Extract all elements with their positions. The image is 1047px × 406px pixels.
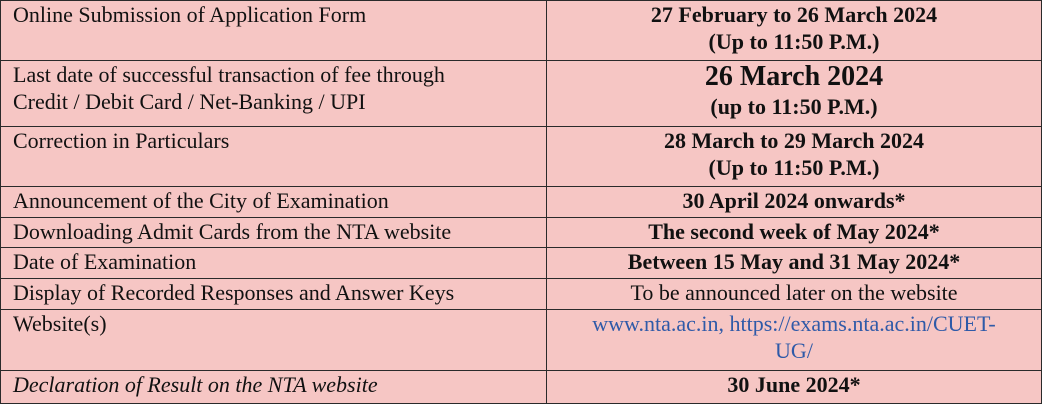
date-cell <box>547 248 1042 279</box>
date-cell <box>547 309 1042 370</box>
date-cell <box>547 187 1042 218</box>
event-cell <box>1 217 547 248</box>
event-label: Declaration of Result on the NTA website <box>13 372 378 398</box>
date-value: To be announced later on the website <box>630 280 958 306</box>
event-label: Correction in Particulars <box>13 127 230 153</box>
event-label-line-2: Credit / Debit Card / Net-Banking / UPI <box>13 89 366 115</box>
table-row-correction <box>1 126 1042 186</box>
event-cell <box>1 309 547 370</box>
event-label: Downloading Admit Cards from the NTA website <box>13 218 452 244</box>
table-row-fee-transaction <box>1 61 1042 127</box>
date-range: 28 March to 29 March 2024 <box>663 127 925 153</box>
time-note: (Up to 11:50 P.M.) <box>708 29 880 54</box>
deadline-date: 26 March 2024 <box>704 61 884 93</box>
date-cell <box>547 279 1042 310</box>
event-label: Website(s) <box>13 310 107 336</box>
table-row-result <box>1 371 1042 404</box>
event-label: Date of Examination <box>13 249 197 275</box>
table-row-websites <box>1 309 1042 370</box>
table-row-answer-keys <box>1 279 1042 310</box>
time-note: (up to 11:50 P.M.) <box>710 94 878 120</box>
event-cell <box>1 187 547 218</box>
date-value: 30 June 2024* <box>727 372 861 398</box>
date-value: 30 April 2024 onwards* <box>682 188 906 214</box>
event-cell <box>1 279 547 310</box>
date-value: The second week of May 2024* <box>648 218 940 244</box>
time-note: (Up to 11:50 P.M.) <box>708 154 880 180</box>
event-label: Online Submission of Application Form <box>13 2 367 27</box>
table-row-exam-date <box>1 248 1042 279</box>
date-cell <box>547 371 1042 404</box>
event-cell <box>1 61 547 127</box>
table-row-online-submission <box>1 1 1042 61</box>
event-cell <box>1 1 547 61</box>
event-cell <box>1 248 547 279</box>
event-label: Announcement of the City of Examination <box>13 188 389 214</box>
event-label-line-1: Last date of successful transaction of fee through <box>13 62 445 88</box>
date-cell <box>547 61 1042 127</box>
date-cell <box>547 1 1042 61</box>
date-value: Between 15 May and 31 May 2024* <box>627 249 961 275</box>
event-cell <box>1 371 547 404</box>
website-link[interactable]: www.nta.ac.in, https://exams.nta.ac.in/CUET- <box>592 310 996 336</box>
table-row-admit-cards <box>1 217 1042 248</box>
date-cell <box>547 217 1042 248</box>
website-link-continued[interactable]: UG/ <box>775 337 813 363</box>
date-cell <box>547 126 1042 186</box>
table-row-city-announcement <box>1 187 1042 218</box>
date-range: 27 February to 26 March 2024 <box>650 2 938 27</box>
event-cell <box>1 126 547 186</box>
event-label: Display of Recorded Responses and Answer Keys <box>13 280 455 306</box>
